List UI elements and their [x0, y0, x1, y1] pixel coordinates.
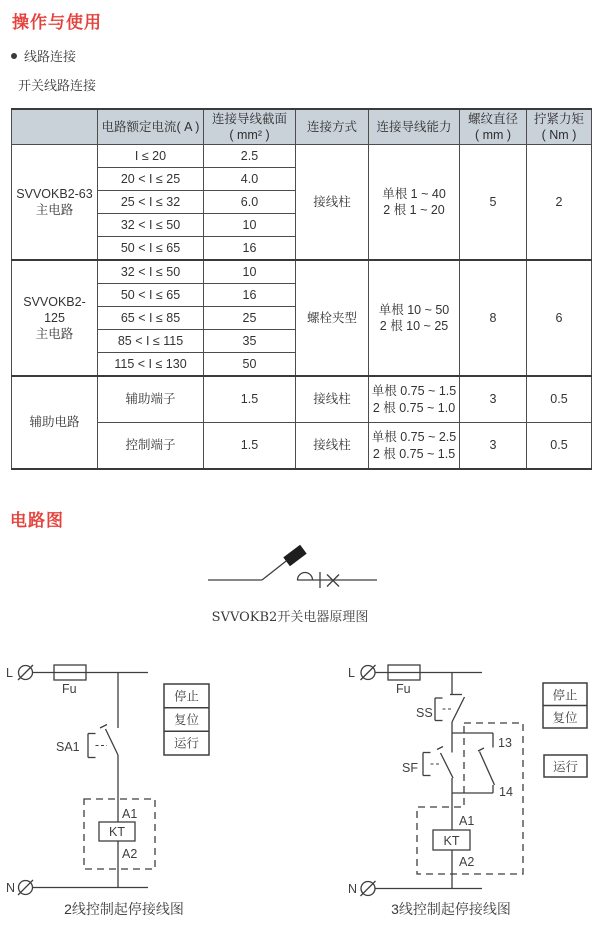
l-terminal-label: L	[6, 666, 13, 680]
cell-section: 1.5	[204, 423, 296, 470]
bullet-line	[11, 46, 76, 65]
header-blank	[12, 109, 98, 145]
cell-method: 接线柱	[296, 423, 369, 470]
table-row	[12, 376, 592, 423]
sf-label: SF	[402, 761, 418, 775]
cell-torque: 0.5	[527, 423, 592, 470]
cell-method: 螺栓夹型	[296, 260, 369, 376]
n-terminal-label: N	[348, 882, 358, 896]
cell-capability: 单根 0.75 ~ 2.5 2 根 0.75 ~ 1.5	[369, 423, 460, 470]
cell-section: 16	[204, 284, 296, 307]
holding-contact-icon	[480, 752, 495, 786]
cell-range: 50 < I ≤ 65	[98, 237, 204, 261]
cell-group-name: SVVOKB2-125 主电路	[12, 260, 98, 376]
cell-thread: 3	[460, 376, 527, 423]
a1-label: A1	[459, 814, 475, 828]
cell-range: 控制端子	[98, 423, 204, 470]
a2-label: A2	[459, 855, 475, 869]
cell-capability: 单根 10 ~ 50 2 根 10 ~ 25	[369, 260, 460, 376]
wiring-2wire-caption: 2线控制起停接线图	[64, 901, 184, 917]
cell-section: 4.0	[204, 168, 296, 191]
cell-range: 25 < I ≤ 32	[98, 191, 204, 214]
cell-section: 25	[204, 307, 296, 330]
kt-label: KT	[443, 834, 460, 848]
legend-stop: 停止	[173, 689, 200, 704]
cell-capability: 单根 1 ~ 40 2 根 1 ~ 20	[369, 145, 460, 261]
table-header-row	[12, 109, 592, 145]
wiring-spec-table	[11, 108, 592, 470]
contact-13-label: 13	[498, 736, 512, 750]
bullet-icon	[11, 53, 17, 59]
cell-section: 6.0	[204, 191, 296, 214]
n-terminal-label: N	[6, 881, 16, 895]
ss-blade-icon	[452, 697, 465, 722]
fuse-label: Fu	[62, 682, 77, 696]
header-wire-section: 连接导线截面 ( mm² )	[204, 109, 296, 145]
principle-diagram-caption: SVVOKB2开关电器原理图	[211, 610, 369, 625]
cell-range: I ≤ 20	[98, 145, 204, 168]
ss-label: SS	[416, 706, 433, 720]
wiring-3wire-caption: 3线控制起停接线图	[391, 901, 511, 917]
table-row	[12, 423, 592, 470]
sub-heading: 开关线路连接	[18, 78, 97, 93]
header-wire-capability: 连接导线能力	[369, 109, 460, 145]
table-row	[12, 145, 592, 168]
table-row	[12, 260, 592, 284]
section-title-circuit: 电路图	[10, 511, 64, 530]
wiring-diagram-2wire	[0, 655, 230, 903]
a2-label: A2	[122, 847, 138, 861]
legend-stop: 停止	[552, 688, 578, 703]
cell-section: 50	[204, 353, 296, 377]
cell-capability: 单根 0.75 ~ 1.5 2 根 0.75 ~ 1.0	[369, 376, 460, 423]
cell-section: 10	[204, 260, 296, 284]
cell-range: 85 < I ≤ 115	[98, 330, 204, 353]
l-terminal-label: L	[348, 666, 355, 680]
sa1-label: SA1	[56, 740, 80, 754]
legend-reset: 复位	[552, 711, 578, 725]
cell-section: 10	[204, 214, 296, 237]
cell-torque: 0.5	[527, 376, 592, 423]
cell-method: 接线柱	[296, 145, 369, 261]
cell-section: 2.5	[204, 145, 296, 168]
cell-section: 1.5	[204, 376, 296, 423]
cell-thread: 8	[460, 260, 527, 376]
cell-section: 16	[204, 237, 296, 261]
wiring-diagram-3wire	[330, 655, 600, 903]
switch-handle-icon	[283, 545, 306, 566]
sf-blade-icon	[441, 753, 454, 778]
cell-range: 65 < I ≤ 85	[98, 307, 204, 330]
cell-torque: 6	[527, 260, 592, 376]
cell-range: 115 < I ≤ 130	[98, 353, 204, 377]
sa1-blade-icon	[106, 729, 119, 755]
cell-group-name: 辅助电路	[12, 376, 98, 469]
cell-section: 35	[204, 330, 296, 353]
kt-label: KT	[109, 825, 125, 839]
cell-range: 50 < I ≤ 65	[98, 284, 204, 307]
cell-range: 辅助端子	[98, 376, 204, 423]
cell-range: 32 < I ≤ 50	[98, 214, 204, 237]
header-rated-current: 电路额定电流( A )	[98, 109, 204, 145]
header-connection-method: 连接方式	[296, 109, 369, 145]
switch-principle-diagram	[180, 540, 400, 600]
legend-run: 运行	[173, 736, 200, 751]
cell-range: 32 < I ≤ 50	[98, 260, 204, 284]
header-thread-diameter: 螺纹直径 ( mm )	[460, 109, 527, 145]
legend-reset: 复位	[173, 713, 200, 727]
legend-run: 运行	[552, 760, 579, 774]
cell-thread: 5	[460, 145, 527, 261]
fuse-label: Fu	[396, 682, 411, 696]
cell-group-name: SVVOKB2-63 主电路	[12, 145, 98, 261]
header-torque: 拧紧力矩 ( Nm )	[527, 109, 592, 145]
section-title-operation: 操作与使用	[12, 13, 102, 32]
a1-label: A1	[122, 807, 138, 821]
cell-method: 接线柱	[296, 376, 369, 423]
cell-thread: 3	[460, 423, 527, 470]
bullet-label: 线路连接	[24, 49, 77, 64]
cell-torque: 2	[527, 145, 592, 261]
contact-14-label: 14	[499, 785, 513, 799]
cell-range: 20 < I ≤ 25	[98, 168, 204, 191]
